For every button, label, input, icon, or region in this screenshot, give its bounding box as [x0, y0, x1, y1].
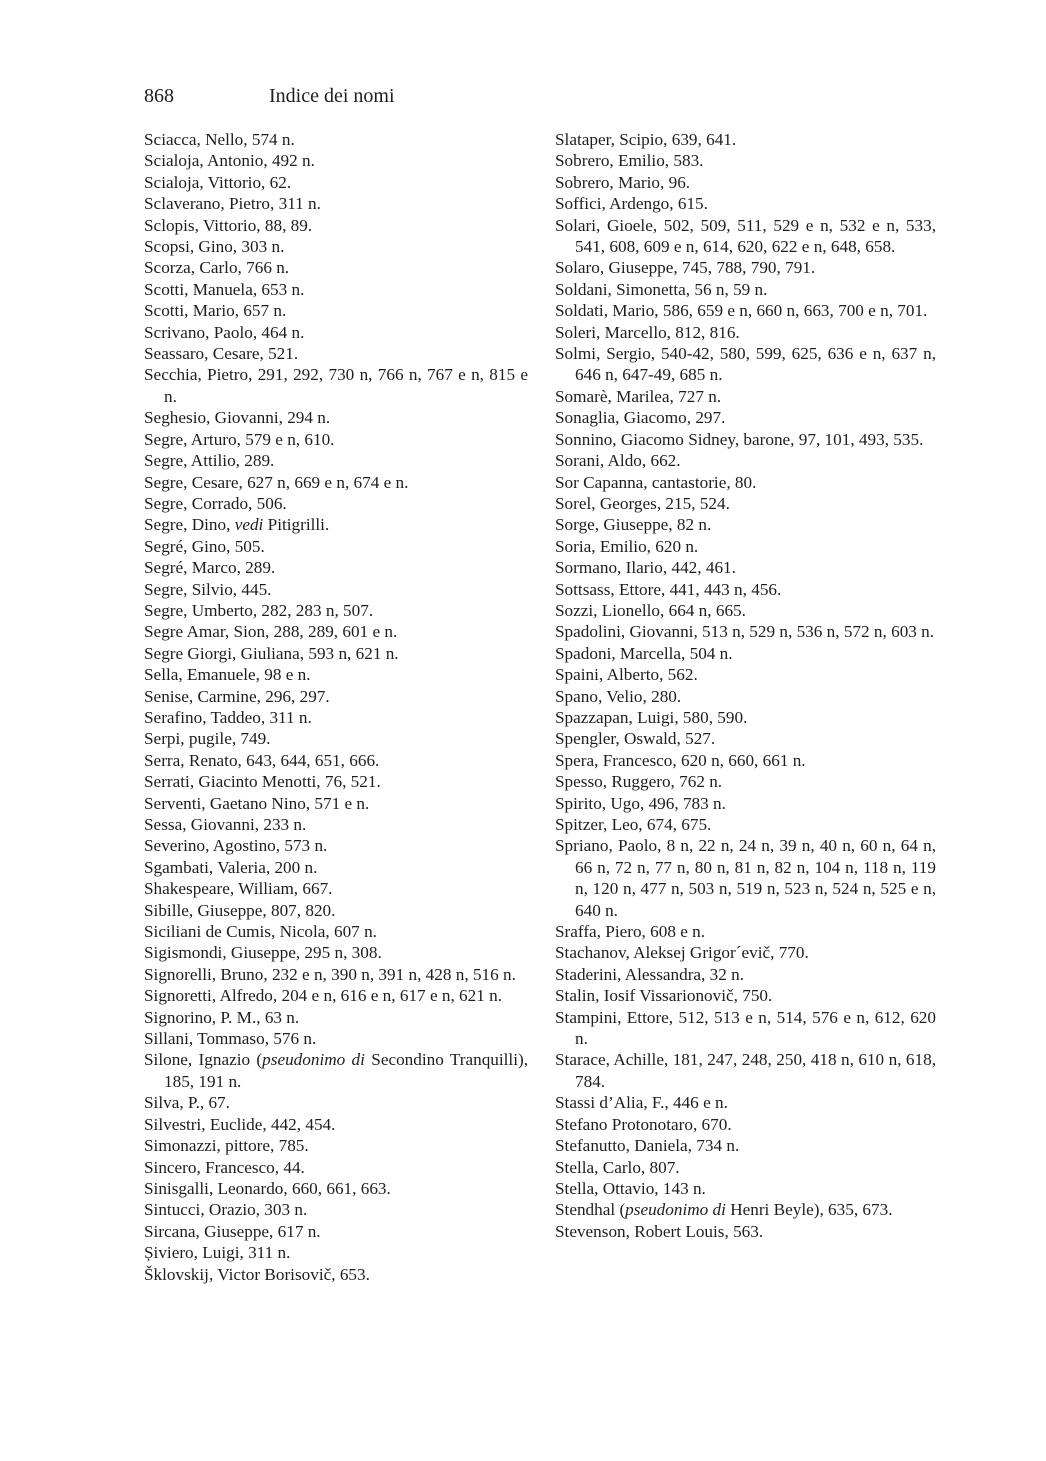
index-entry: Silvestri, Euclide, 442, 454. [144, 1114, 336, 1134]
index-entry: Stendhal (pseudonimo di Henri Beyle), 635, 673. [555, 1200, 893, 1220]
index-entry: Serafino, Taddeo, 311 n. [144, 707, 312, 727]
index-entry: Stella, Ottavio, 143 n. [555, 1178, 706, 1198]
index-entry: Spadolini, Giovanni, 513 n, 529 n, 536 n, 572 n, 603 n. [555, 622, 935, 642]
index-entry: Soleri, Marcello, 812, 816. [555, 322, 740, 342]
index-entry: Segre, Attilio, 289. [144, 451, 275, 471]
index-entry: Sciacca, Nello, 574 n. [144, 130, 295, 149]
index-entry: Sclaverano, Pietro, 311 n. [144, 194, 321, 214]
index-entry: Sessa, Giovanni, 233 n. [144, 815, 307, 834]
index-entry: Stefanutto, Daniela, 734 n. [555, 1136, 740, 1156]
index-entry: Spengler, Oswald, 527. [555, 729, 716, 749]
index-entry: Slataper, Scipio, 639, 641. [555, 130, 737, 149]
index-entry: Sor Capanna, cantastorie, 80. [555, 472, 757, 492]
running-title: Indice dei nomi [269, 85, 395, 107]
index-entry: Secchia, Pietro, 291, 292, 730 n, 766 n, 767 e n, 815 e n. [144, 365, 528, 406]
index-entry: Somarè, Marilea, 727 n. [555, 386, 722, 406]
index-entry: Shakespeare, William, 667. [144, 879, 333, 899]
index-entry: Senise, Carmine, 296, 297. [144, 686, 330, 706]
index-entry: Scotti, Manuela, 653 n. [144, 279, 305, 299]
index-entry: Segre, Umberto, 282, 283 n, 507. [144, 600, 374, 620]
index-entry: Solmi, Sergio, 540-42, 580, 599, 625, 636 e n, 637 n, 646 n, 647-49, 685 n. [555, 344, 936, 385]
index-entry: Segre, Corrado, 506. [144, 493, 287, 513]
index-entry: Sozzi, Lionello, 664 n, 665. [555, 600, 746, 620]
index-entry: Sonnino, Giacomo Sidney, barone, 97, 101, 493, 535. [555, 429, 924, 449]
index-entry: Stella, Carlo, 807. [555, 1157, 680, 1177]
index-entry: Segre, Arturo, 579 e n, 610. [144, 429, 335, 449]
index-entry: Scopsi, Gino, 303 n. [144, 237, 285, 257]
index-entry: Siciliani de Cumis, Nicola, 607 n. [144, 922, 377, 942]
index-entry: Signoretti, Alfredo, 204 e n, 616 e n, 617 e n, 621 n. [144, 986, 503, 1006]
index-entry: Spadoni, Marcella, 504 n. [555, 643, 733, 663]
index-entry: Signorino, P. M., 63 n. [144, 1007, 300, 1027]
index-entry: Sircana, Giuseppe, 617 n. [144, 1221, 321, 1241]
index-entry: Soria, Emilio, 620 n. [555, 536, 699, 556]
index-entry: Serrati, Giacinto Menotti, 76, 521. [144, 772, 381, 792]
index-entry: Sinisgalli, Leonardo, 660, 661, 663. [144, 1178, 391, 1198]
index-entry: Serra, Renato, 643, 644, 651, 666. [144, 750, 380, 770]
index-entry: Šklovskij, Victor Borisovič, 653. [144, 1264, 370, 1284]
index-entry: Soldati, Mario, 586, 659 e n, 660 n, 663, 700 e n, 701. [555, 301, 928, 321]
index-entry: Serpi, pugile, 749. [144, 729, 271, 749]
index-entry: Segré, Gino, 505. [144, 536, 265, 556]
index-entry: Sobrero, Mario, 96. [555, 172, 691, 192]
index-column-right [555, 129, 936, 1242]
index-entry: Sorge, Giuseppe, 82 n. [555, 515, 712, 535]
index-entry: Seassaro, Cesare, 521. [144, 344, 299, 364]
index-entry: Sgambati, Valeria, 200 n. [144, 857, 318, 877]
index-entry: Segre Giorgi, Giuliana, 593 n, 621 n. [144, 643, 399, 663]
index-entry: Segre, Silvio, 445. [144, 579, 272, 599]
index-entry: Șiviero, Luigi, 311 n. [144, 1243, 291, 1263]
index-entry: Staderini, Alessandra, 32 n. [555, 964, 745, 984]
index-entry: Stalin, Iosif Vissarionovič, 750. [555, 986, 773, 1006]
index-entry: Sclopis, Vittorio, 88, 89. [144, 215, 313, 235]
index-entry: Sillani, Tommaso, 576 n. [144, 1029, 317, 1049]
index-entry: Seghesio, Giovanni, 294 n. [144, 408, 331, 428]
index-entry: Solari, Gioele, 502, 509, 511, 529 e n, 532 e n, 533, 541, 608, 609 e n, 614, 620, 622 e n, 648, 658. [555, 215, 936, 257]
index-entry: Sincero, Francesco, 44. [144, 1157, 305, 1177]
index-entry: Sormano, Ilario, 442, 461. [555, 558, 736, 578]
index-entry: Spaini, Alberto, 562. [555, 665, 698, 685]
index-entry: Sorani, Aldo, 662. [555, 451, 681, 471]
index-entry: Stampini, Ettore, 512, 513 e n, 514, 576 e n, 612, 620 n. [555, 1007, 936, 1049]
index-entry: Solaro, Giuseppe, 745, 788, 790, 791. [555, 258, 816, 278]
index-entry: Spirito, Ugo, 496, 783 n. [555, 793, 726, 813]
index-entry: Stevenson, Robert Louis, 563. [555, 1221, 764, 1241]
index-entry: Scrivano, Paolo, 464 n. [144, 322, 305, 342]
index-entry: Sigismondi, Giuseppe, 295 n, 308. [144, 943, 382, 963]
index-entry: Sraffa, Piero, 608 e n. [555, 922, 706, 942]
index-entry: Sibille, Giuseppe, 807, 820. [144, 900, 336, 920]
index-entry: Scialoja, Vittorio, 62. [144, 172, 292, 192]
index-entry: Stachanov, Aleksej Grigor´evič, 770. [555, 943, 809, 963]
index-entry: Scotti, Mario, 657 n. [144, 301, 287, 321]
index-entry: Sintucci, Orazio, 303 n. [144, 1200, 308, 1220]
index-column-left [144, 129, 528, 1285]
index-entry: Spriano, Paolo, 8 n, 22 n, 24 n, 39 n, 40 n, 60 n, 64 n, 66 n, 72 n, 77 n, 80 n, 81 n, 82 n, 104 n, 118 n, 119 n, 120 n, 477 n, 503 n, 519 n, 523 n, 524 n, 525 e n, 640 n. [555, 836, 936, 920]
index-entry: Sella, Emanuele, 98 e n. [144, 665, 311, 685]
index-entry: Sonaglia, Giacomo, 297. [555, 408, 726, 428]
index-entry: Signorelli, Bruno, 232 e n, 390 n, 391 n, 428 n, 516 n. [144, 964, 516, 984]
index-entry: Stefano Protonotaro, 670. [555, 1114, 732, 1134]
index-entry: Segré, Marco, 289. [144, 558, 276, 578]
index-entry: Silone, Ignazio (pseudonimo di Secondino Tranquilli), 185, 191 n. [144, 1050, 529, 1091]
index-entry: Sorel, Georges, 215, 524. [555, 493, 730, 513]
index-entry: Spitzer, Leo, 674, 675. [555, 815, 712, 834]
index-entry: Segre Amar, Sion, 288, 289, 601 e n. [144, 622, 398, 642]
page-number: 868 [144, 85, 174, 107]
index-entry: Starace, Achille, 181, 247, 248, 250, 418 n, 610 n, 618, 784. [555, 1050, 936, 1091]
index-entry: Spera, Francesco, 620 n, 660, 661 n. [555, 750, 806, 770]
index-entry: Soffici, Ardengo, 615. [555, 194, 708, 214]
index-entry: Scialoja, Antonio, 492 n. [144, 151, 315, 171]
index-entry: Sottsass, Ettore, 441, 443 n, 456. [555, 579, 782, 599]
index-entry: Silva, P., 67. [144, 1093, 230, 1113]
index-entry: Spazzapan, Luigi, 580, 590. [555, 707, 748, 727]
index-entry: Segre, Cesare, 627 n, 669 e n, 674 e n. [144, 472, 409, 492]
index-entry: Segre, Dino, vedi Pitigrilli. [144, 515, 330, 535]
index-entry: Severino, Agostino, 573 n. [144, 836, 328, 856]
index-entry: Sobrero, Emilio, 583. [555, 151, 704, 171]
index-entry: Soldani, Simonetta, 56 n, 59 n. [555, 279, 768, 299]
index-entry: Scorza, Carlo, 766 n. [144, 258, 290, 278]
page-header [144, 84, 395, 108]
index-entry: Spano, Velio, 280. [555, 686, 682, 706]
index-entry: Serventi, Gaetano Nino, 571 e n. [144, 793, 370, 813]
index-entry: Spesso, Ruggero, 762 n. [555, 772, 723, 792]
index-entry: Stassi d’Alia, F., 446 e n. [555, 1093, 728, 1113]
index-entry: Simonazzi, pittore, 785. [144, 1136, 309, 1156]
